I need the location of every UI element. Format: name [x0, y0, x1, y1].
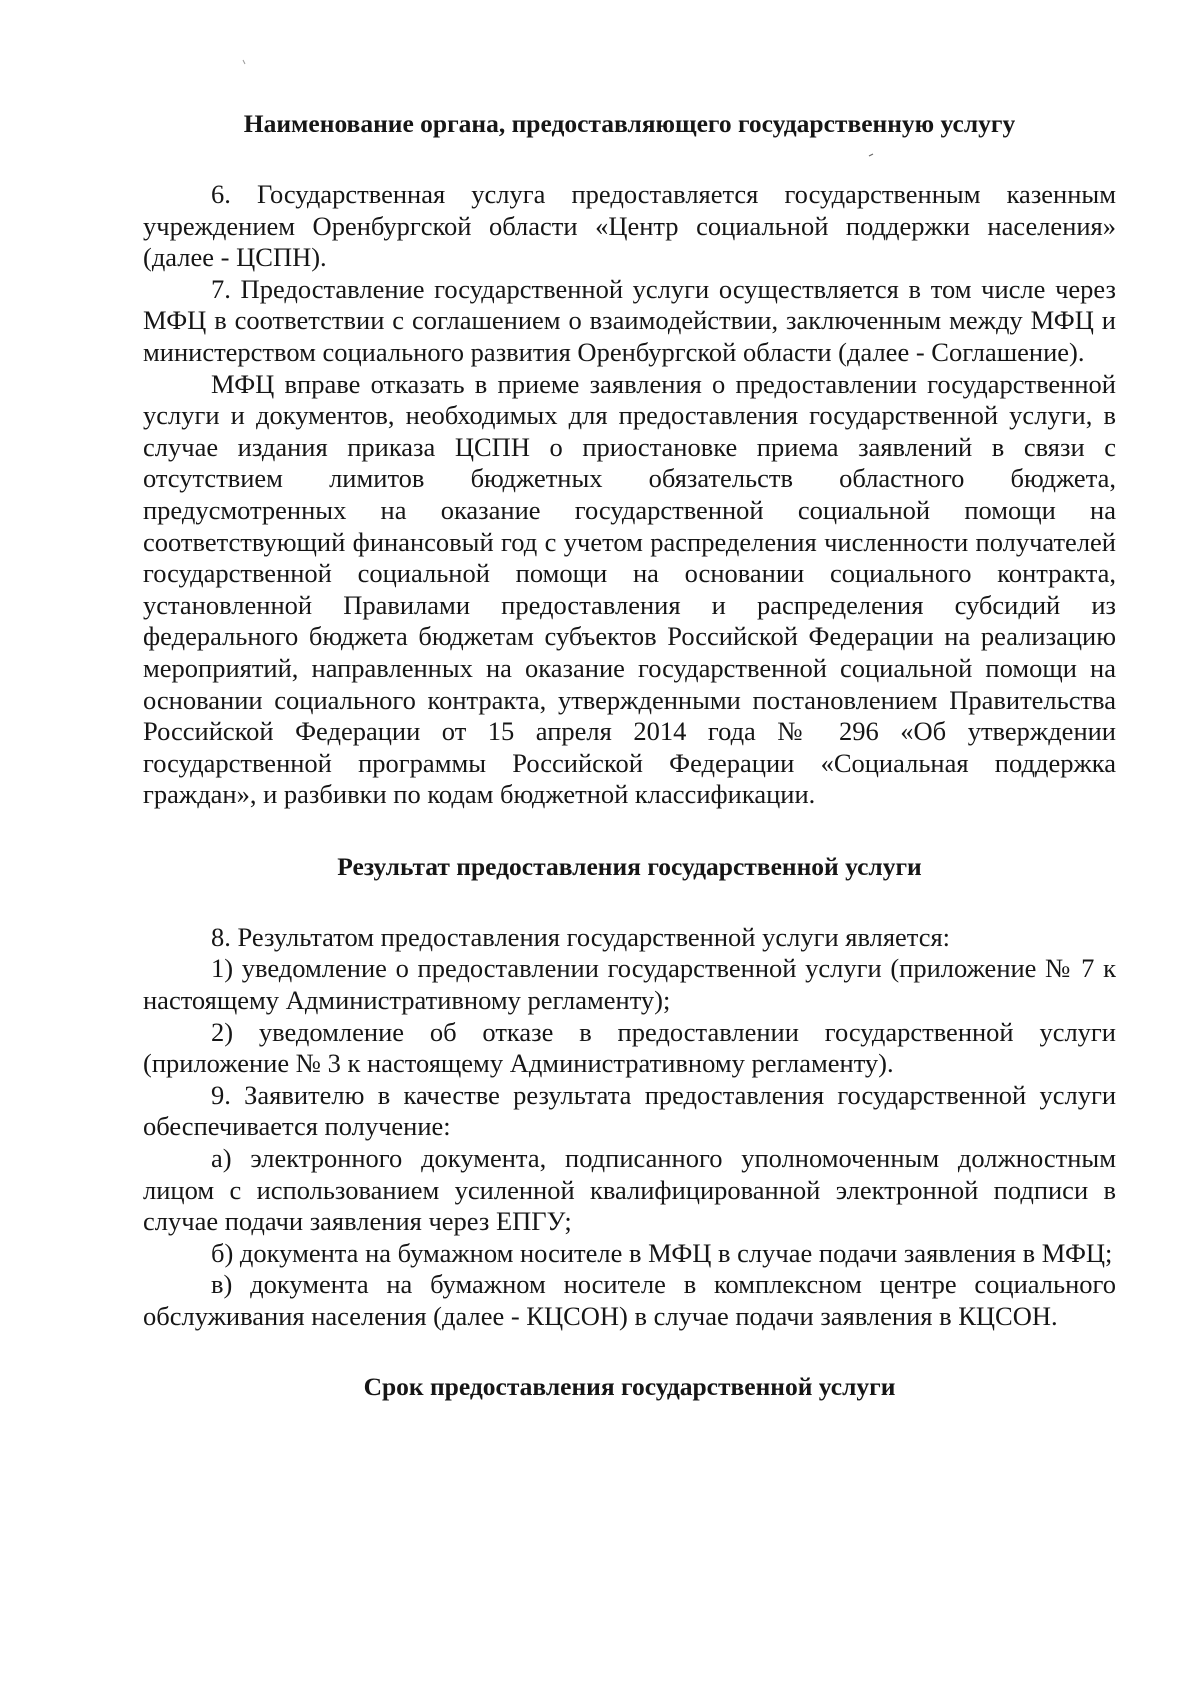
- heading-service-provider-text: Наименование органа, предоставляющего государственную услугу: [243, 109, 1016, 138]
- section-service-result: [143, 922, 1116, 1333]
- section-service-provider: [143, 179, 1116, 811]
- paragraph-8-item-1: 1) уведомление о предоставлении государственной услуги (приложение № 7 к настоящему Административному регламенту);: [143, 953, 1116, 1016]
- paragraph-9-item-b: б) документа на бумажном носителе в МФЦ в случае подачи заявления в МФЦ;: [211, 1237, 1113, 1268]
- paragraph-7: 7. Предоставление государственной услуги осуществляется в том числе через МФЦ в соответствии с соглашением о взаимодействии, заключенным между МФЦ и министерством социального развития Оренбургской области (далее - Соглашение).: [143, 273, 1116, 367]
- heading-service-result-text: Результат предоставления государственной услуги: [337, 851, 922, 881]
- heading-service-result: [143, 851, 1116, 882]
- heading-service-term-text: Срок предоставления государственной услуги: [363, 1371, 896, 1401]
- document-body: [143, 108, 1116, 1402]
- heading-service-term: [143, 1371, 1116, 1402]
- paragraph-9-item-c: в) документа на бумажном носителе в комплексном центре социального обслуживания населения (далее - КЦСОН) в случае подачи заявления в КЦСОН.: [143, 1269, 1116, 1331]
- paragraph-9-item-a: а) электронного документа, подписанного уполномоченным должностным лицом с использованием усиленной квалифицированной электронной подписи в случае подачи заявления через ЕПГУ;: [143, 1143, 1116, 1237]
- paragraph-8-item-2: 2) уведомление об отказе в предоставлении государственной услуги (приложение № 3 к настоящему Административному регламенту).: [143, 1016, 1116, 1079]
- paragraph-mfc-refusal: МФЦ вправе отказать в приеме заявления о предоставлении государственной услуги и документов, необходимых для предоставления государственной услуги, в случае издания приказа ЦСПН о приостановке приема заявлений в связи с отсутствием лимитов бюджетных обязательств областного бюджета, предусмотренных на оказание государственной социальной помощи на соответствующий финансовый год с учетом распределения численности получателей государственной социальной помощи на основании социального контракта, установленной Правилами предоставления и распределения субсидий из федерального бюджета бюджетам субъектов Российской Федерации на реализацию мероприятий, направленных на оказание государственной социальной помощи на основании социального контракта, утвержденными постановлением Правительства Российской Федерации от 15 апреля 2014 года № 296 «Об утверждении государственной программы Российской Федерации «Социальная поддержка граждан», и разбивки по кодам бюджетной классификации.: [143, 368, 1116, 810]
- paragraph-8: 8. Результатом предоставления государственной услуги является:: [211, 921, 951, 952]
- paragraph-6: 6. Государственная услуга предоставляется государственным казенным учреждением Оренбургской области «Центр социальной поддержки населения» (далее - ЦСПН).: [143, 179, 1116, 273]
- paragraph-9: 9. Заявителю в качестве результата предоставления государственной услуги обеспечивается получение:: [143, 1079, 1116, 1142]
- heading-service-provider: [143, 108, 1116, 139]
- scan-speck: [243, 60, 245, 64]
